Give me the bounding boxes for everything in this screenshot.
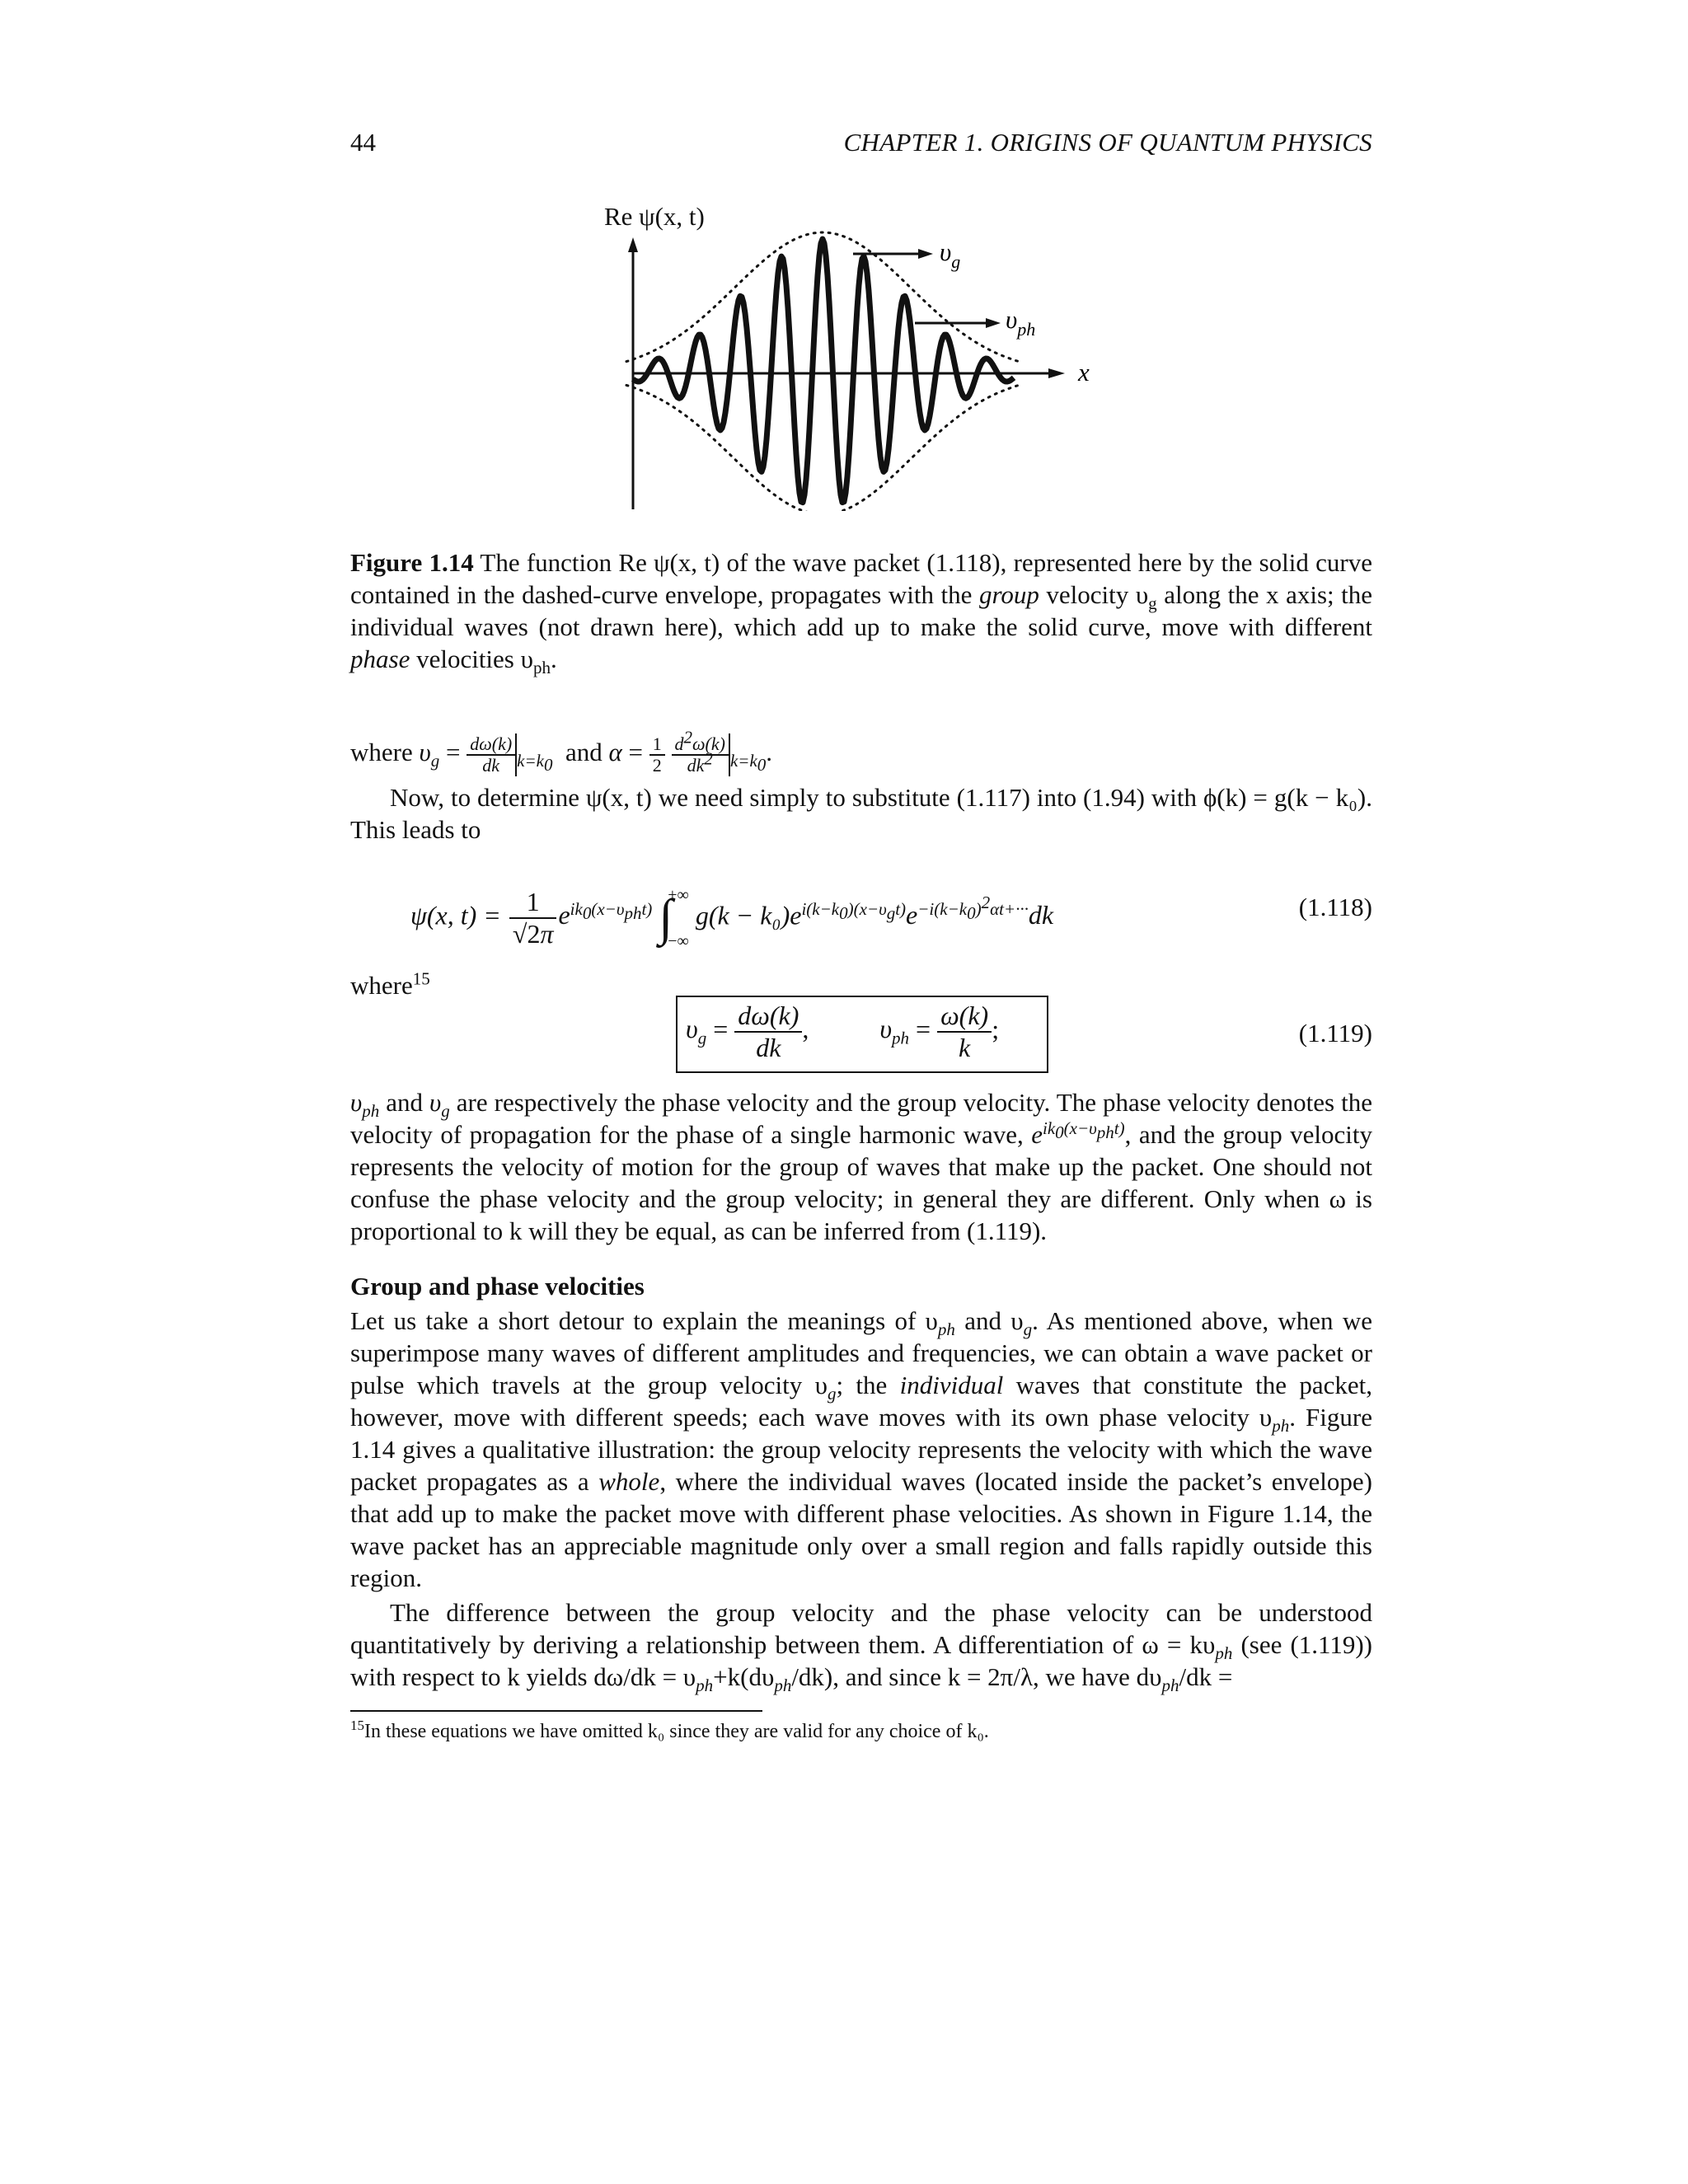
footnote-rule [350, 1710, 762, 1712]
wave-packet-curve [633, 239, 1014, 503]
paragraph-difference: The difference between the group velocity and the phase velocity can be understood quantitatively by deriving a relationship between them. A differentiation of $\omega = k\upsilon_{ph}$ (see (1.119)) with respect to k yields $d\omega/dk = \upsilon_{ph}+k(d\upsilon_{ph}/dk)$, and since k = 2π/λ, we have $d\upsilon_{ph}/dk$ = [350, 1598, 1373, 1696]
equation-number-1119: (1.119) [1298, 1019, 1372, 1047]
x-axis-label: x [1078, 358, 1090, 387]
vph-label: $\upsilon_{ph}$ [1006, 305, 1036, 340]
definitions-line: where $\upsilon_g$ = $\frac{d\omega(k)}{dk}$ $_{k=k_0}$ and α = $\frac{1}{2}$ $\frac{d^2\omega(k)}{dk^2}$ $_{k=k_0}$. [350, 727, 773, 776]
paragraph-group-phase-explanation: Let us take a short detour to explain the meanings of $\upsilon_{ph}$ and $\upsilon_g$. As mentioned above, when we superimpose many waves of different amplitudes and frequencies, we can obtain a wave packet or pulse which travels at the group velocity $\upsilon_g$; the individual waves that constitute the packet, however, move with different speeds; each wave moves with its own phase velocity $\upsilon_{ph}$. Figure 1.14 gives a qualitative illustration: the group velocity represents the velocity with which the wave packet propagates as a whole, where the individual waves (located inside the packet’s envelope) that add up to make the packet move with different phase velocities. As shown in Figure 1.14, the wave packet has an appreciable magnitude only over a small region and falls rapidly outside this region. [350, 1306, 1373, 1592]
envelope-lower [626, 384, 1022, 511]
vg-arrowhead [918, 249, 933, 259]
caption-label: Figure 1.14 [350, 548, 474, 577]
running-head: CHAPTER 1. ORIGINS OF QUANTUM PHYSICS [843, 128, 1372, 157]
page-number: 44 [350, 128, 376, 157]
wave-packet-figure [577, 198, 1137, 511]
where-footnote-ref: where$^{15}$ [350, 968, 430, 1000]
section-heading: Group and phase velocities [350, 1272, 645, 1301]
equation-1119: $\upsilon_g$ = $\frac{d\omega(k)}{dk}$ , $\upsilon_{ph}$ = $\frac{\omega(k)}{k}$ ; [686, 1001, 1000, 1062]
vg-label: $\upsilon_g$ [940, 237, 961, 272]
vph-arrowhead [986, 318, 1001, 328]
paragraph-now: Now, to determine ψ(x, t) we need simply to substitute (1.117) into (1.94) with ϕ(k) = g(k − k₀). This leads to [350, 783, 1372, 844]
y-axis-label: Re ψ(x, t) [604, 202, 705, 231]
figure-caption: Figure 1.14 The function Re ψ(x, t) of the wave packet (1.118), represented here by the solid curve contained in the dashed-curve envelope, propagates with the group velocity $\upsilon_g$ along the x axis; the individual waves (not drawn here), which add up to make the solid curve, move with different phase velocities $\upsilon_{ph}$. [350, 548, 1373, 678]
x-axis-arrow [1048, 368, 1065, 378]
y-axis-arrow [628, 237, 638, 252]
equation-1118: ψ(x, t) = $\frac{1}{√2\pi}$ $e^{ik_0(x-\upsilon_{ph}t)}$ ∫ +∞ −∞ $g(k - k_0)e^{i(k-k_0)(x-\upsilon_gt)}e^{-i(k-k_0)^2\alpha t+\cdot\cdot\cdot}dk$ [410, 886, 1054, 950]
equation-number-1118: (1.118) [1298, 893, 1372, 921]
footnote: $^{15}$In these equations we have omitted k₀ since they are valid for any choice of k₀. [350, 1718, 989, 1742]
paragraph-phase-group: $\upsilon_{ph}$ and $\upsilon_g$ are respectively the phase velocity and the group velocity. The phase velocity denotes the velocity of propagation for the phase of a single harmonic wave, $e^{ik_0(x-\upsilon_{ph}t)}$, and the group velocity represents the velocity of motion for the group of waves that make up the packet. One should not confuse the phase velocity and the group velocity; in general they are different. Only when ω is proportional to k will they be equal, as can be inferred from (1.119). [350, 1088, 1373, 1245]
